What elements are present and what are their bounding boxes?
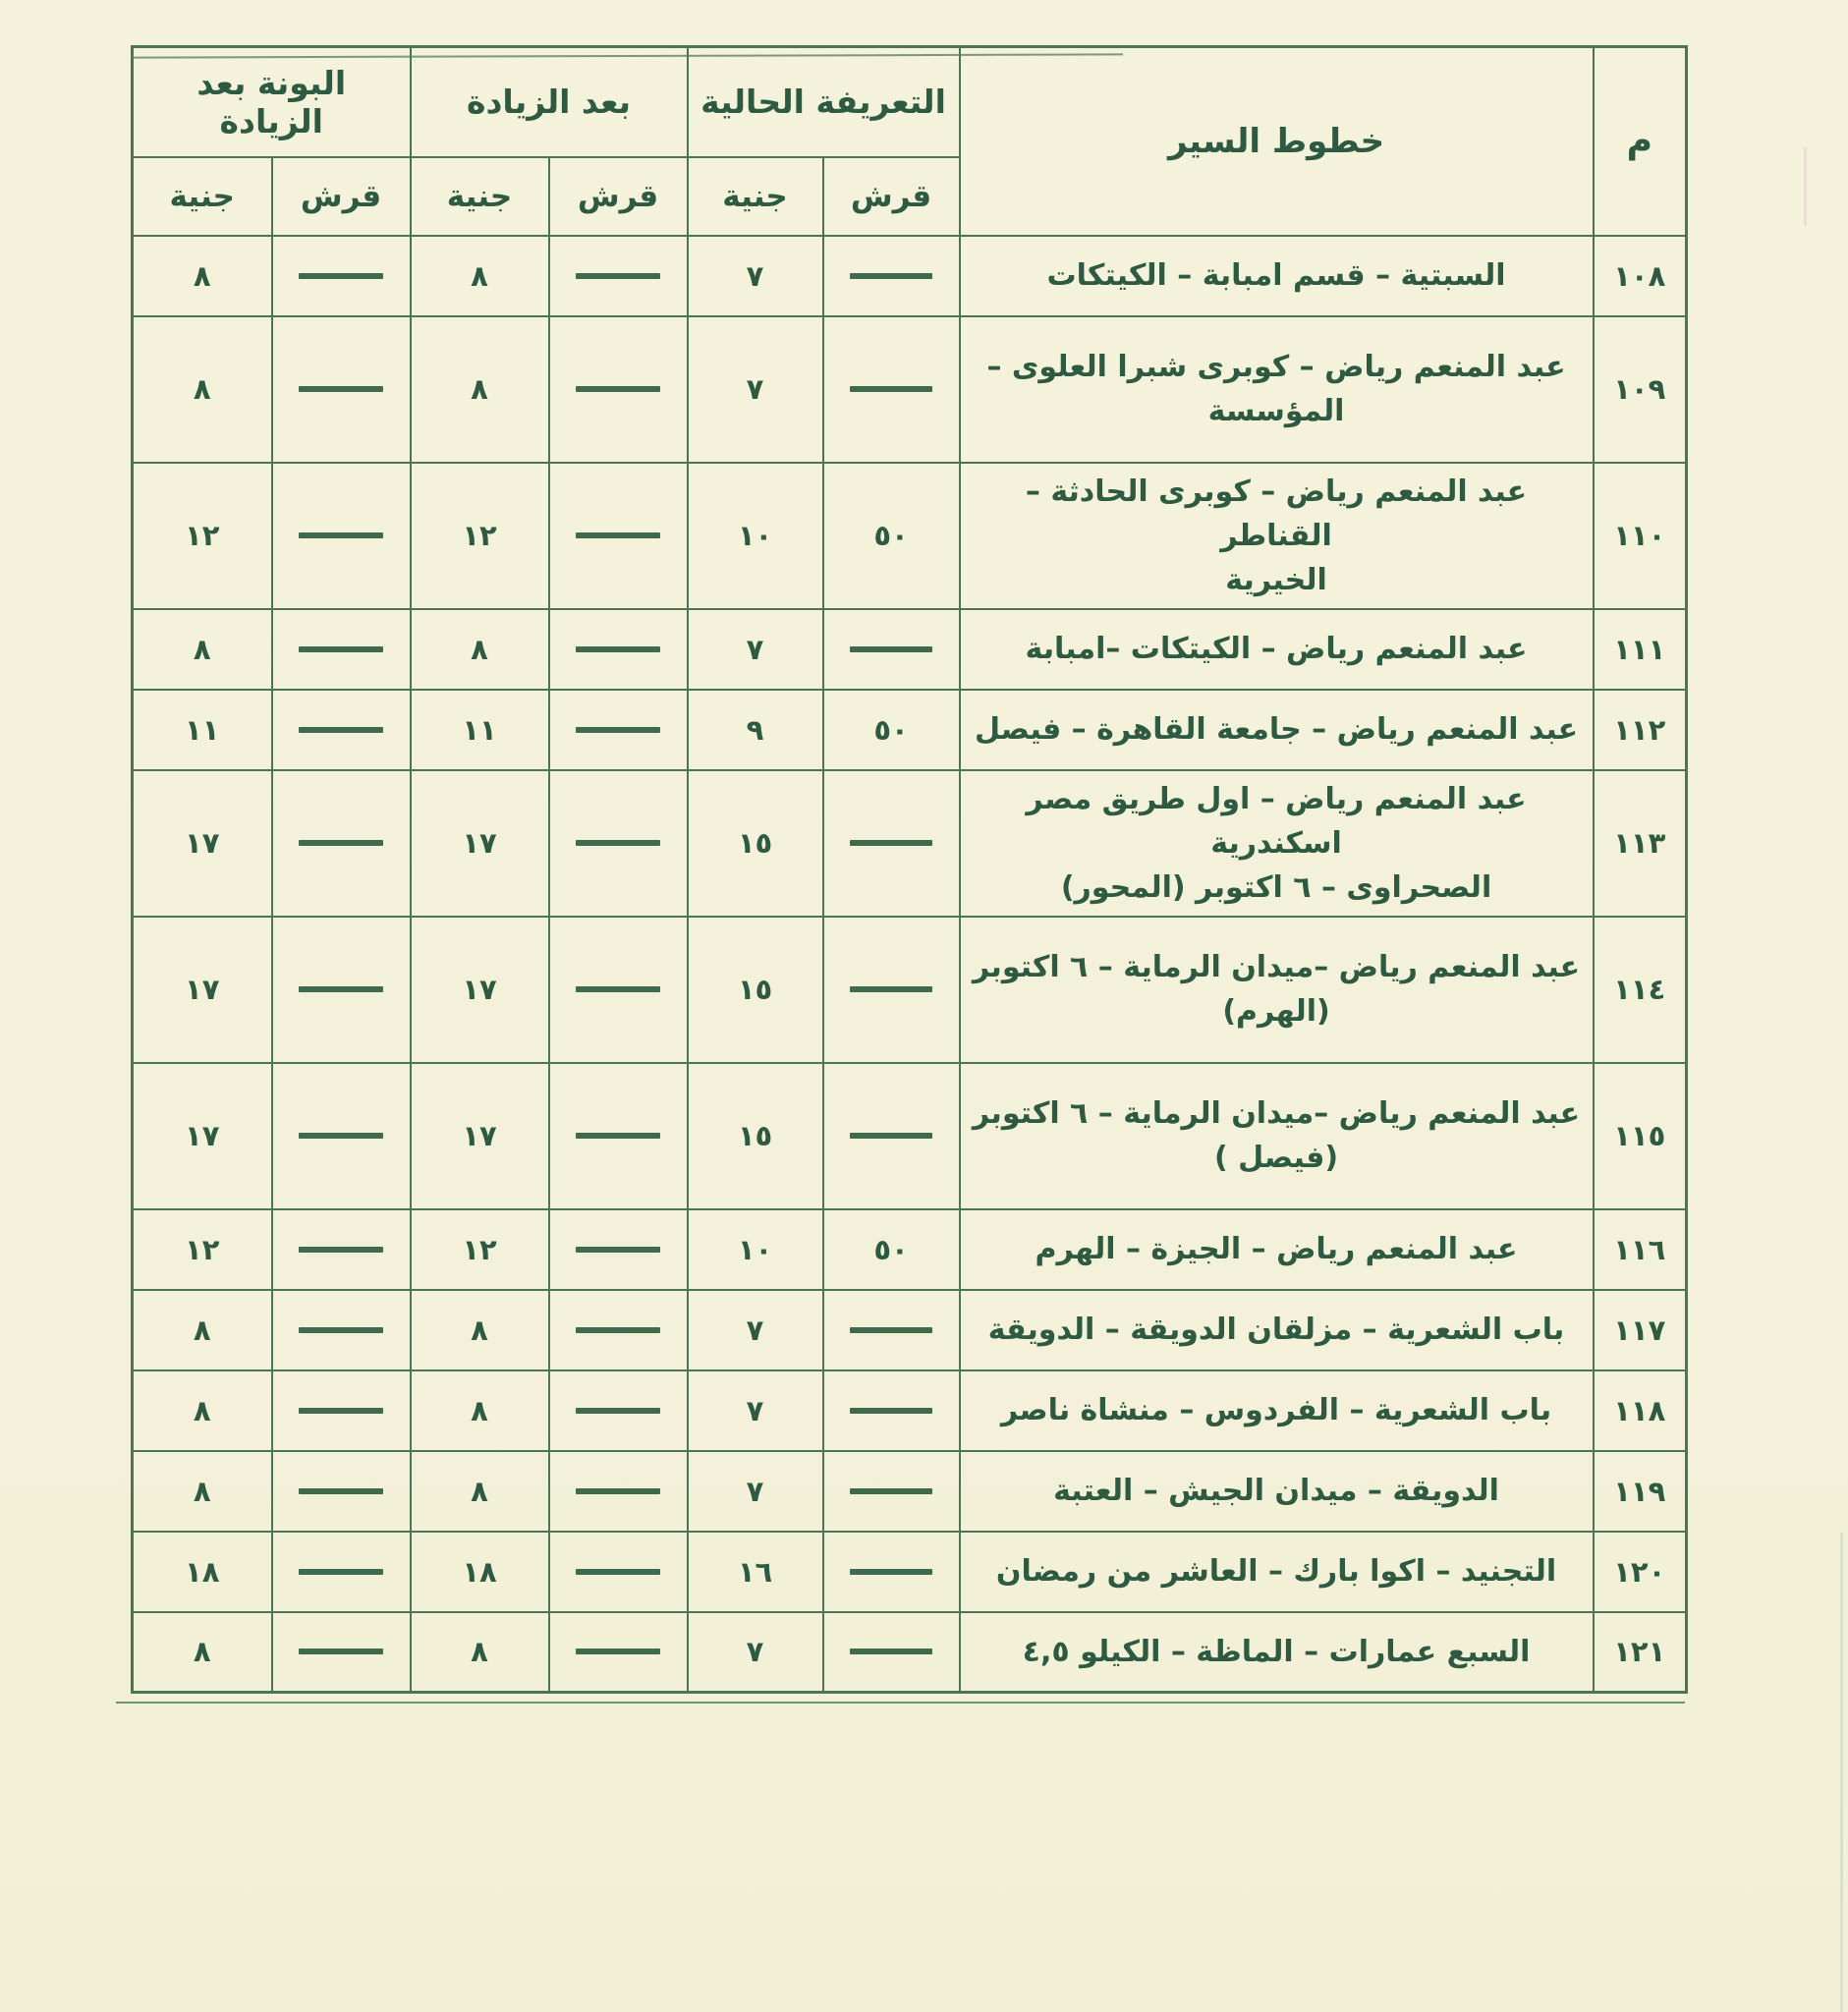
- route-line-2: المؤسسة: [1207, 394, 1345, 428]
- dash-mark: [576, 1327, 660, 1333]
- current-qirsh-cell: ٥٠: [823, 463, 960, 609]
- header-bonus-after-increase: البونة بعد الزيادة: [133, 47, 411, 157]
- after-geneh-cell: ٨: [411, 1370, 549, 1451]
- fares-table: [131, 45, 1688, 1694]
- after-geneh-cell: ١١: [411, 690, 549, 770]
- current-geneh-cell: ٧: [688, 316, 823, 463]
- dash-mark: [576, 1569, 660, 1575]
- bonus-geneh-cell: ١٢: [133, 1209, 272, 1290]
- dash-mark: [299, 386, 383, 392]
- bonus-qirsh-cell: [272, 690, 411, 770]
- after-qirsh-cell: [549, 1209, 688, 1290]
- after-qirsh-cell: [549, 917, 688, 1063]
- current-qirsh-cell: [823, 1532, 960, 1612]
- bonus-geneh-cell: ٨: [133, 1290, 272, 1370]
- route-cell: [960, 1532, 1594, 1612]
- header-bonus-qirsh: قرش: [272, 157, 411, 236]
- table-row: [133, 1451, 1687, 1532]
- after-geneh-cell: ٨: [411, 609, 549, 690]
- table-row: [133, 1209, 1687, 1290]
- dash-mark: [299, 840, 383, 846]
- current-qirsh-cell: [823, 917, 960, 1063]
- bonus-qirsh-cell: [272, 770, 411, 917]
- row-number-cell: ١١٦: [1594, 1209, 1687, 1290]
- current-qirsh-cell: [823, 609, 960, 690]
- header-after-increase: بعد الزيادة: [411, 47, 688, 157]
- after-qirsh-cell: [549, 1532, 688, 1612]
- after-geneh-cell: ٨: [411, 316, 549, 463]
- dash-mark: [576, 727, 660, 733]
- dash-mark: [576, 532, 660, 538]
- dash-mark: [576, 1488, 660, 1494]
- current-geneh-cell: ٧: [688, 1290, 823, 1370]
- route-cell: [960, 1063, 1594, 1209]
- dash-mark: [299, 1327, 383, 1333]
- route-line-1: عبد المنعم رياض – الكيتكات –امبابة: [1025, 632, 1528, 666]
- after-qirsh-cell: [549, 236, 688, 316]
- row-number-cell: ١٠٩: [1594, 316, 1687, 463]
- current-geneh-cell: ٧: [688, 1451, 823, 1532]
- current-qirsh-cell: ٥٠: [823, 690, 960, 770]
- bonus-qirsh-cell: [272, 463, 411, 609]
- dash-mark: [850, 1569, 933, 1575]
- header-group-row: [133, 47, 1687, 157]
- route-line-1: عبد المنعم رياض –ميدان الرماية – ٦ اكتوبر: [972, 950, 1581, 984]
- bonus-qirsh-cell: [272, 1063, 411, 1209]
- after-qirsh-cell: [549, 1063, 688, 1209]
- dash-mark: [299, 1569, 383, 1575]
- after-geneh-cell: ٨: [411, 1612, 549, 1693]
- route-cell: [960, 1290, 1594, 1370]
- route-line-1: عبد المنعم رياض – اول طريق مصر اسكندرية: [1026, 781, 1527, 861]
- route-cell: [960, 1370, 1594, 1451]
- after-qirsh-cell: [549, 1290, 688, 1370]
- route-cell: [960, 1209, 1594, 1290]
- dash-mark: [299, 1133, 383, 1139]
- row-number-cell: ١١٤: [1594, 917, 1687, 1063]
- after-qirsh-cell: [549, 463, 688, 609]
- table-row: [133, 316, 1687, 463]
- dash-mark: [299, 1488, 383, 1494]
- current-geneh-cell: ١٦: [688, 1532, 823, 1612]
- route-line-1: الدويقة – ميدان الجيش – العتبة: [1053, 1474, 1499, 1508]
- route-line-1: السبع عمارات – الماظة – الكيلو ٤,٥: [1022, 1634, 1531, 1669]
- after-geneh-cell: ٨: [411, 1451, 549, 1532]
- bonus-qirsh-cell: [272, 1451, 411, 1532]
- bonus-qirsh-cell: [272, 609, 411, 690]
- route-line-1: التجنيد – اكوا بارك – العاشر من رمضان: [995, 1554, 1557, 1589]
- current-qirsh-cell: [823, 1063, 960, 1209]
- header-bonus-geneh: جنية: [133, 157, 272, 236]
- after-qirsh-cell: [549, 316, 688, 463]
- bonus-geneh-cell: ١٢: [133, 463, 272, 609]
- dash-mark: [299, 1649, 383, 1654]
- dash-mark: [850, 1133, 933, 1139]
- after-geneh-cell: ١٧: [411, 770, 549, 917]
- dash-mark: [850, 986, 933, 992]
- table-row: [133, 1063, 1687, 1209]
- dash-mark: [850, 1327, 933, 1333]
- dash-mark: [850, 840, 933, 846]
- table-row: [133, 609, 1687, 690]
- after-qirsh-cell: [549, 1612, 688, 1693]
- current-qirsh-cell: [823, 1612, 960, 1693]
- table-row: [133, 1290, 1687, 1370]
- dash-mark: [299, 532, 383, 538]
- row-number-cell: ١٢١: [1594, 1612, 1687, 1693]
- route-line-2: (الهرم): [1222, 994, 1330, 1029]
- table-row: [133, 236, 1687, 316]
- table-body: [133, 236, 1687, 1693]
- table-row: [133, 1532, 1687, 1612]
- dash-mark: [576, 840, 660, 846]
- route-cell: [960, 609, 1594, 690]
- after-geneh-cell: ١٢: [411, 463, 549, 609]
- bonus-geneh-cell: ١٧: [133, 770, 272, 917]
- route-cell: [960, 917, 1594, 1063]
- route-cell: [960, 690, 1594, 770]
- bonus-geneh-cell: ٨: [133, 316, 272, 463]
- dash-mark: [576, 646, 660, 652]
- table-row: [133, 770, 1687, 917]
- row-number-cell: ١١٧: [1594, 1290, 1687, 1370]
- dash-mark: [299, 273, 383, 279]
- row-number-cell: ١١٢: [1594, 690, 1687, 770]
- after-qirsh-cell: [549, 690, 688, 770]
- bonus-geneh-cell: ١٨: [133, 1532, 272, 1612]
- bonus-qirsh-cell: [272, 1532, 411, 1612]
- table-header: [133, 47, 1687, 236]
- route-line-1: عبد المنعم رياض – الجيزة – الهرم: [1035, 1232, 1518, 1266]
- row-number-cell: ١١٠: [1594, 463, 1687, 609]
- table-row: [133, 1612, 1687, 1693]
- dash-mark: [576, 273, 660, 279]
- header-routes: خطوط السير: [960, 47, 1594, 236]
- header-row-number: م: [1594, 47, 1687, 236]
- dash-mark: [576, 1133, 660, 1139]
- current-qirsh-cell: [823, 1451, 960, 1532]
- row-number-cell: ١١٨: [1594, 1370, 1687, 1451]
- current-geneh-cell: ١٠: [688, 463, 823, 609]
- dash-mark: [299, 1247, 383, 1253]
- route-line-1: السبتية – قسم امبابة – الكيتكات: [1046, 258, 1506, 293]
- current-geneh-cell: ١٠: [688, 1209, 823, 1290]
- route-line-1: باب الشعرية – الفردوس – منشاة ناصر: [1000, 1393, 1552, 1427]
- route-cell: [960, 463, 1594, 609]
- table-row: [133, 1370, 1687, 1451]
- route-line-1: باب الشعرية – مزلقان الدويقة – الدويقة: [987, 1313, 1565, 1347]
- dash-mark: [299, 727, 383, 733]
- route-cell: [960, 1451, 1594, 1532]
- scan-artifact-right-edge: [1840, 1533, 1843, 2012]
- after-geneh-cell: ٨: [411, 236, 549, 316]
- row-number-cell: ١١٥: [1594, 1063, 1687, 1209]
- bonus-geneh-cell: ٨: [133, 1451, 272, 1532]
- bonus-qirsh-cell: [272, 316, 411, 463]
- current-geneh-cell: ٧: [688, 236, 823, 316]
- bonus-qirsh-cell: [272, 1370, 411, 1451]
- bonus-qirsh-cell: [272, 917, 411, 1063]
- current-geneh-cell: ٧: [688, 609, 823, 690]
- dash-mark: [576, 1649, 660, 1654]
- current-geneh-cell: ١٥: [688, 770, 823, 917]
- current-geneh-cell: ١٥: [688, 917, 823, 1063]
- dash-mark: [850, 273, 933, 279]
- dash-mark: [850, 1488, 933, 1494]
- bonus-qirsh-cell: [272, 236, 411, 316]
- after-qirsh-cell: [549, 609, 688, 690]
- route-cell: [960, 770, 1594, 917]
- header-after-qirsh: قرش: [549, 157, 688, 236]
- after-geneh-cell: ١٧: [411, 1063, 549, 1209]
- current-qirsh-cell: [823, 770, 960, 917]
- route-line-1: عبد المنعم رياض – كوبرى شبرا العلوى –: [986, 350, 1566, 384]
- dash-mark: [850, 646, 933, 652]
- dash-mark: [850, 386, 933, 392]
- current-geneh-cell: ٩: [688, 690, 823, 770]
- dash-mark: [576, 986, 660, 992]
- route-cell: [960, 1612, 1594, 1693]
- bonus-geneh-cell: ٨: [133, 236, 272, 316]
- dash-mark: [299, 646, 383, 652]
- dash-mark: [850, 1408, 933, 1414]
- route-line-2: الصحراوى – ٦ اكتوبر (المحور): [1060, 869, 1492, 905]
- current-geneh-cell: ٧: [688, 1612, 823, 1693]
- header-after-geneh: جنية: [411, 157, 549, 236]
- current-geneh-cell: ٧: [688, 1370, 823, 1451]
- after-geneh-cell: ١٨: [411, 1532, 549, 1612]
- scan-artifact-edge-mark: [1804, 147, 1807, 226]
- after-geneh-cell: ٨: [411, 1290, 549, 1370]
- route-cell: [960, 236, 1594, 316]
- dash-mark: [576, 1408, 660, 1414]
- current-qirsh-cell: [823, 236, 960, 316]
- route-line-2: الخيرية: [1225, 562, 1327, 597]
- after-qirsh-cell: [549, 770, 688, 917]
- scan-artifact-bottom-line: [116, 1702, 1685, 1704]
- bonus-geneh-cell: ٨: [133, 609, 272, 690]
- route-line-1: عبد المنعم رياض – جامعة القاهرة – فيصل: [974, 712, 1579, 747]
- bonus-geneh-cell: ٨: [133, 1370, 272, 1451]
- bonus-geneh-cell: ١١: [133, 690, 272, 770]
- current-qirsh-cell: [823, 1370, 960, 1451]
- current-geneh-cell: ١٥: [688, 1063, 823, 1209]
- table-row: [133, 917, 1687, 1063]
- row-number-cell: ١١١: [1594, 609, 1687, 690]
- dash-mark: [576, 386, 660, 392]
- route-line-2: (فيصل ): [1213, 1141, 1339, 1175]
- bonus-qirsh-cell: [272, 1290, 411, 1370]
- after-geneh-cell: ١٧: [411, 917, 549, 1063]
- row-number-cell: ١٠٨: [1594, 236, 1687, 316]
- table-row: [133, 463, 1687, 609]
- current-qirsh-cell: [823, 1290, 960, 1370]
- current-qirsh-cell: [823, 316, 960, 463]
- dash-mark: [299, 1408, 383, 1414]
- after-geneh-cell: ١٢: [411, 1209, 549, 1290]
- bonus-qirsh-cell: [272, 1612, 411, 1693]
- after-qirsh-cell: [549, 1451, 688, 1532]
- bonus-geneh-cell: ١٧: [133, 1063, 272, 1209]
- row-number-cell: ١١٩: [1594, 1451, 1687, 1532]
- header-current-geneh: جنية: [688, 157, 823, 236]
- bonus-qirsh-cell: [272, 1209, 411, 1290]
- table-row: [133, 690, 1687, 770]
- current-qirsh-cell: ٥٠: [823, 1209, 960, 1290]
- header-current-qirsh: قرش: [823, 157, 960, 236]
- dash-mark: [850, 1649, 933, 1654]
- row-number-cell: ١٢٠: [1594, 1532, 1687, 1612]
- dash-mark: [576, 1247, 660, 1253]
- row-number-cell: ١١٣: [1594, 770, 1687, 917]
- bonus-geneh-cell: ١٧: [133, 917, 272, 1063]
- route-line-1: عبد المنعم رياض –ميدان الرماية – ٦ اكتوبر: [972, 1096, 1581, 1131]
- dash-mark: [299, 986, 383, 992]
- header-current-tariff: التعريفة الحالية: [688, 47, 960, 157]
- route-line-1: عبد المنعم رياض – كوبرى الحادثة – القناطر: [1025, 474, 1528, 553]
- route-cell: [960, 316, 1594, 463]
- bonus-geneh-cell: ٨: [133, 1612, 272, 1693]
- after-qirsh-cell: [549, 1370, 688, 1451]
